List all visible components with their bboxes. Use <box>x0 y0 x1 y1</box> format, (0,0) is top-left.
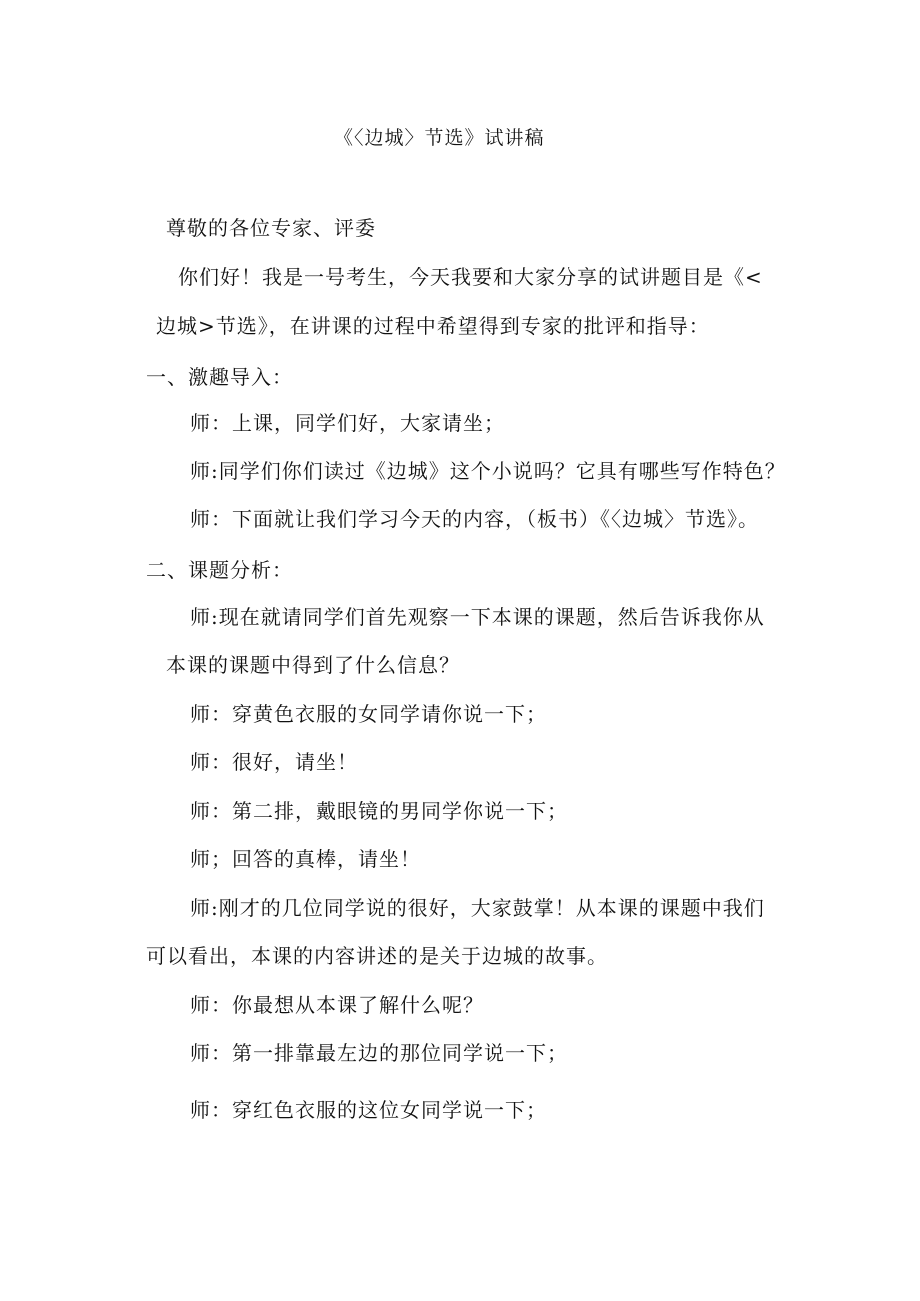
paragraph-line: 师：上课，同学们好，大家请坐； <box>190 411 505 435</box>
paragraph-line: 本课的课题中得到了什么信息？ <box>166 653 460 677</box>
intro-line-2: 边城>节选》，在讲课的过程中希望得到专家的批评和指导： <box>156 314 710 338</box>
paragraph-line: 师:刚才的几位同学说的很好，大家鼓掌！从本课的课题中我们 <box>190 896 765 920</box>
section-2-heading: 二、课题分析： <box>146 558 293 582</box>
greeting-line: 尊敬的各位专家、评委 <box>166 216 376 240</box>
intro-line-1: 你们好！我是一号考生，今天我要和大家分享的试讲题目是《< <box>178 265 763 289</box>
section-1-heading: 一、激趣导入： <box>146 365 293 389</box>
paragraph-line: 师：穿黄色衣服的女同学请你说一下； <box>190 702 547 726</box>
paragraph-line: 师；回答的真棒，请坐！ <box>190 847 421 871</box>
paragraph-line: 师：第一排靠最左边的那位同学说一下； <box>190 1041 568 1065</box>
paragraph-line: 可以看出，本课的内容讲述的是关于边城的故事。 <box>146 944 608 968</box>
paragraph-line: 师：穿红色衣服的这位女同学说一下； <box>190 1098 547 1122</box>
paragraph-line: 师：很好，请坐！ <box>190 750 358 774</box>
paragraph-line: 师:同学们你们读过《边城》这个小说吗？它具有哪些写作特色？ <box>190 459 786 483</box>
document-title: 《〈边城〉节选》试讲稿 <box>334 127 545 149</box>
paragraph-line: 师：你最想从本课了解什么呢？ <box>190 993 484 1017</box>
paragraph-line: 师:现在就请同学们首先观察一下本课的课题，然后告诉我你从 <box>190 605 765 629</box>
paragraph-line: 师：下面就让我们学习今天的内容，（板书）《〈边城〉节选》。 <box>190 507 759 531</box>
paragraph-line: 师：第二排，戴眼镜的男同学你说一下； <box>190 799 568 823</box>
